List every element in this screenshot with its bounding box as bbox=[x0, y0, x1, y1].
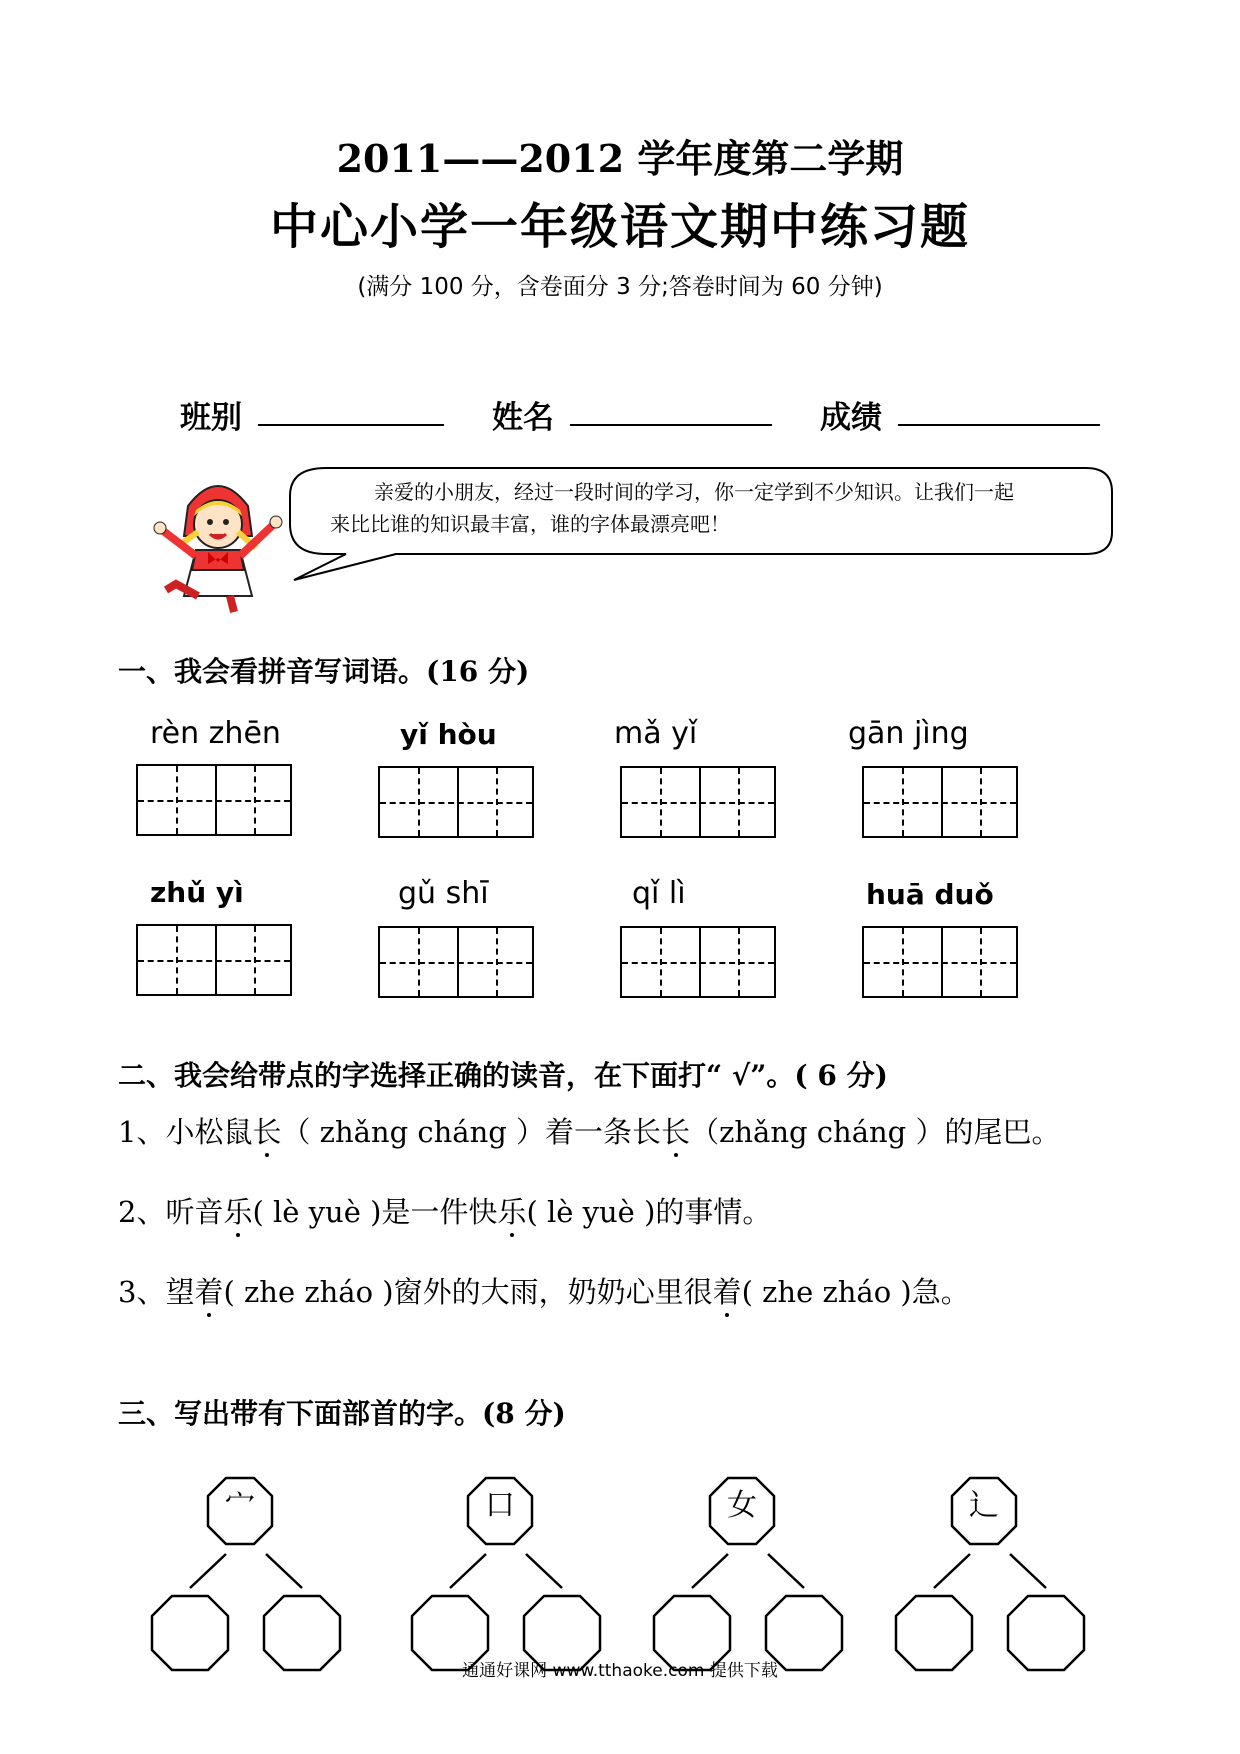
section-2-title: 二、我会给带点的字选择正确的读音，在下面打“ √”。( 6 分) bbox=[118, 1059, 888, 1092]
pinyin-1-3: mǎ yǐ bbox=[614, 716, 698, 751]
pinyin-2-2: gǔ shī bbox=[398, 876, 489, 911]
dotted-char: 长 bbox=[661, 1110, 690, 1151]
radical-4: 辶 bbox=[969, 1488, 999, 1523]
score-label: 成绩 bbox=[820, 400, 882, 436]
pinyin-1-2: yǐ hòu bbox=[400, 718, 497, 751]
writing-grid[interactable] bbox=[620, 926, 776, 998]
writing-grid[interactable] bbox=[378, 926, 534, 998]
dotted-char: 着 bbox=[194, 1270, 223, 1311]
question-2-3: 3、望着( zhe zháo )窗外的大雨，奶奶心里很着( zhe zháo )急。 bbox=[118, 1270, 970, 1311]
pinyin-1-4: gān jìng bbox=[848, 716, 969, 751]
writing-grid[interactable] bbox=[136, 764, 292, 836]
radical-2: 口 bbox=[485, 1488, 515, 1523]
pinyin-2-1: zhǔ yì bbox=[150, 876, 244, 909]
exam-note: (满分 100 分，含卷面分 3 分;答卷时间为 60 分钟) bbox=[357, 274, 883, 300]
dotted-char: 长 bbox=[252, 1110, 281, 1151]
footer-watermark: 通通好课网 www.tthaoke.com 提供下载 bbox=[462, 1661, 778, 1681]
writing-grid[interactable] bbox=[862, 766, 1018, 838]
year-line: 2011——2012 学年度第二学期 bbox=[336, 136, 904, 181]
writing-grid[interactable] bbox=[136, 924, 292, 996]
question-2-2: 2、听音乐( lè yuè )是一件快乐( lè yuè )的事情。 bbox=[118, 1190, 771, 1231]
dotted-char: 着 bbox=[713, 1270, 742, 1311]
writing-grid[interactable] bbox=[862, 926, 1018, 998]
radical-3: 女 bbox=[727, 1488, 757, 1523]
class-field[interactable] bbox=[258, 424, 444, 426]
pinyin-2-3: qǐ lì bbox=[632, 876, 686, 911]
writing-grid[interactable] bbox=[620, 766, 776, 838]
pinyin-2-4: huā duǒ bbox=[866, 878, 994, 911]
page-title: 中心小学一年级语文期中练习题 bbox=[269, 199, 970, 255]
speech-line-1: 亲爱的小朋友，经过一段时间的学习，你一定学到不少知识。让我们一起 bbox=[374, 480, 1014, 504]
dotted-char: 乐 bbox=[497, 1190, 526, 1231]
name-label: 姓名 bbox=[492, 400, 554, 436]
section-1-title: 一、我会看拼音写词语。(16 分) bbox=[118, 655, 530, 688]
speech-line-2: 来比比谁的知识最丰富，谁的字体最漂亮吧！ bbox=[330, 512, 730, 536]
score-field[interactable] bbox=[898, 424, 1100, 426]
question-2-1: 1、小松鼠长（ zhǎng cháng ）着一条长长（zhǎng cháng ）的尾巴。 bbox=[118, 1110, 1060, 1151]
radical-1: 宀 bbox=[225, 1488, 255, 1523]
writing-grid[interactable] bbox=[378, 766, 534, 838]
section-3-title: 三、写出带有下面部首的字。(8 分) bbox=[118, 1397, 566, 1430]
girl-mascot-icon bbox=[148, 466, 288, 616]
name-field[interactable] bbox=[570, 424, 772, 426]
dotted-char: 乐 bbox=[223, 1190, 252, 1231]
class-label: 班别 bbox=[180, 400, 242, 436]
pinyin-1-1: rèn zhēn bbox=[150, 716, 281, 751]
